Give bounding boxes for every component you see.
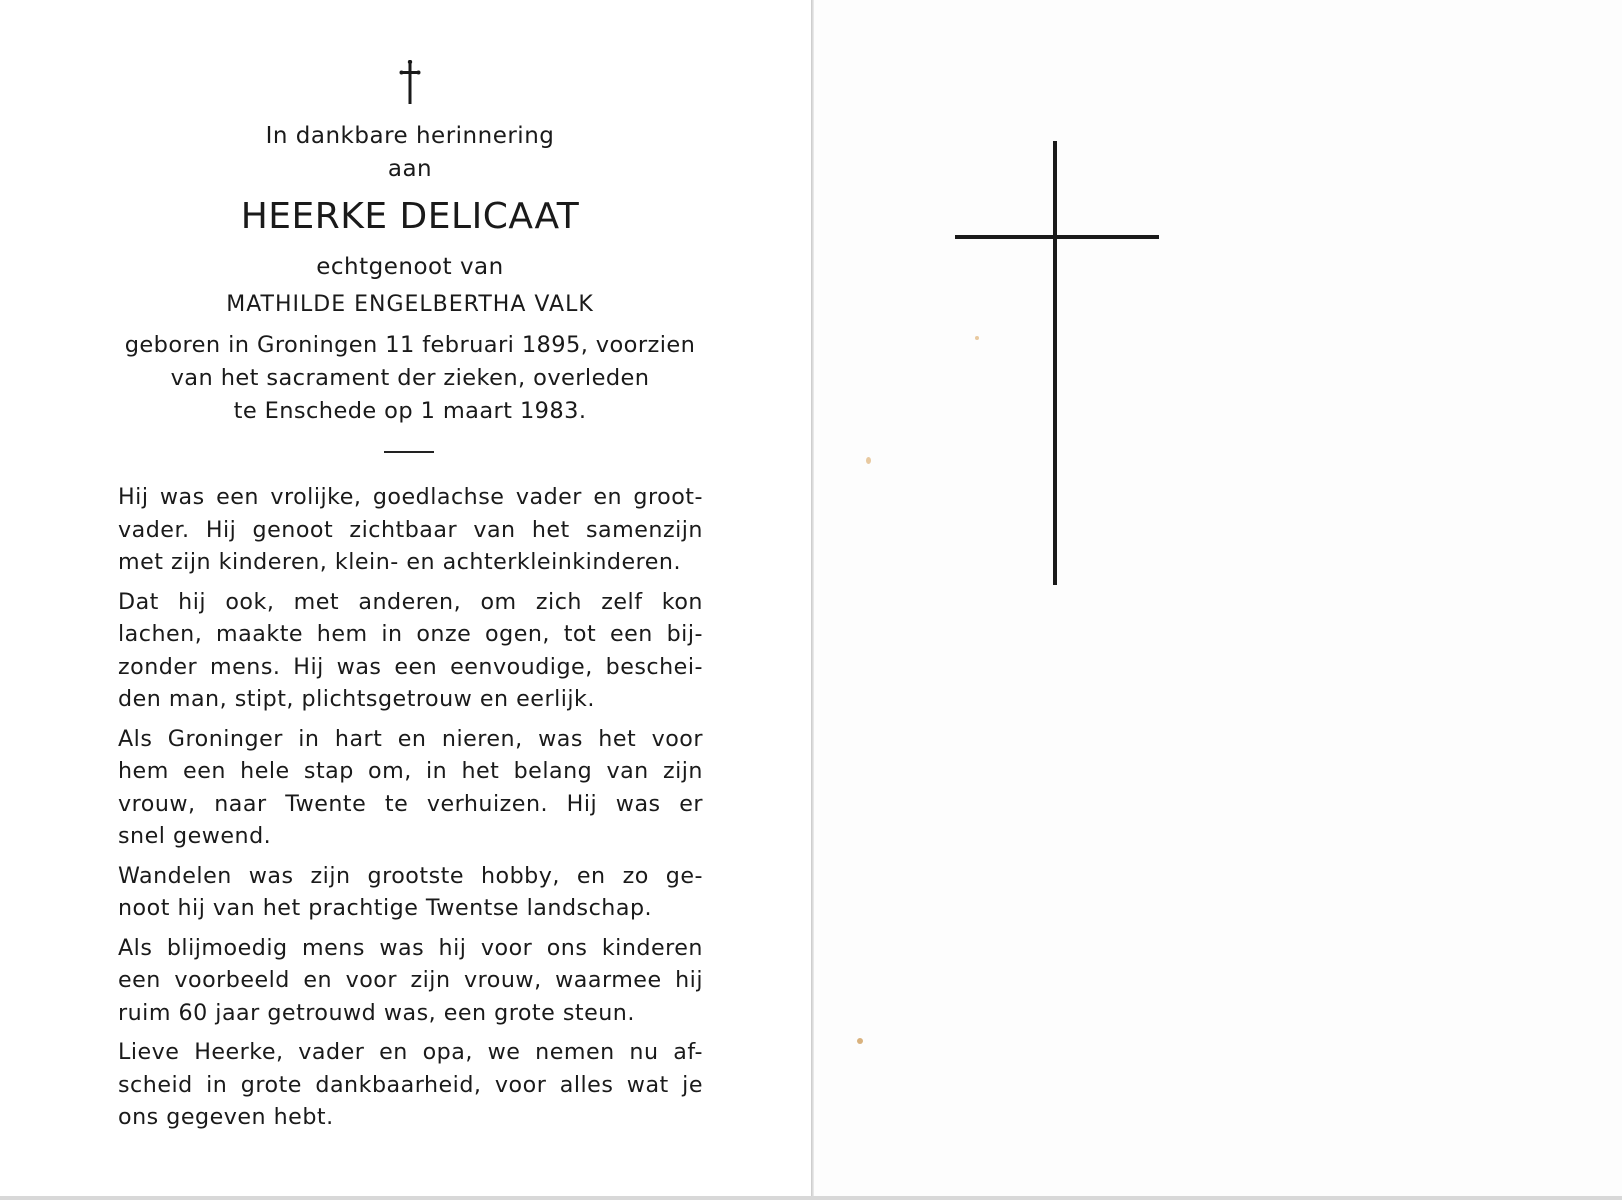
memorial-line: noot hij van het prachtige Twentse landschap.: [118, 895, 653, 921]
memorial-line: zonder mens. Hij was een eenvoudige, beschei-: [118, 653, 703, 680]
life-details: [110, 329, 710, 428]
memorial-line: ons gegeven hebt.: [118, 1104, 334, 1130]
memorial-text: [118, 481, 703, 1141]
large-latin-cross-icon: [955, 141, 1159, 585]
memorial-line: snel gewend.: [118, 823, 272, 849]
memorial-line: lachen, maakte hem in onze ogen, tot een bij-: [118, 621, 703, 647]
paper-speck: [857, 1038, 863, 1044]
memorial-line: scheid in grote dankbaarheid, voor alles wat je: [118, 1071, 703, 1098]
card-bottom-edge: [0, 1196, 1622, 1200]
dedication-line-2: aan: [387, 156, 433, 182]
memorial-line: Hij was een vrolijke, goedlachse vader en groot-: [118, 484, 703, 510]
memorial-paragraph: [118, 481, 703, 579]
memorial-paragraph: [118, 932, 703, 1030]
memorial-line: hem een hele stap om, in het belang van zijn: [118, 758, 703, 784]
memorial-line: Wandelen was zijn grootste hobby, en zo ge-: [118, 862, 703, 889]
life-details-line: van het sacrament der zieken, overleden: [170, 365, 650, 391]
deceased-name: HEERKE DELICAAT: [240, 196, 580, 237]
memorial-line: Als blijmoedig mens was hij voor ons kinderen: [118, 934, 703, 961]
memorial-line: met zijn kinderen, klein- en achterkleinkinderen.: [118, 549, 682, 575]
memorial-line: den man, stipt, plichtsgetrouw en eerlijk.: [118, 686, 595, 712]
small-latin-cross-icon: [398, 60, 422, 104]
life-details-line: geboren in Groningen 11 februari 1895, voorzien: [124, 332, 696, 358]
spouse-name: MATHILDE ENGELBERTHA VALK: [226, 292, 594, 317]
memorial-paragraph: [118, 860, 703, 925]
memorial-line: vader. Hij genoot zichtbaar van het samenzijn: [118, 516, 703, 543]
memorial-paragraph: [118, 586, 703, 716]
memorial-line: Als Groninger in hart en nieren, was het voor: [118, 725, 703, 752]
memorial-line: Lieve Heerke, vader en opa, we nemen nu af-: [118, 1039, 703, 1065]
dedication-line-1: In dankbare herinnering: [265, 123, 555, 149]
spouse-intro: echtgenoot van: [316, 254, 504, 280]
memorial-line: Dat hij ook, met anderen, om zich zelf kon: [118, 588, 703, 615]
section-divider: [384, 451, 434, 453]
memorial-line: ruim 60 jaar getrouwd was, een grote steun.: [118, 999, 635, 1026]
right-card-page: [814, 0, 1622, 1196]
memorial-paragraph: [118, 1036, 703, 1134]
paper-speck: [866, 457, 871, 464]
memorial-line: een voorbeeld en voor zijn vrouw, waarmee hij: [118, 967, 703, 993]
left-card-page: [0, 0, 810, 1196]
dedication-text: [110, 120, 710, 186]
life-details-line: te Enschede op 1 maart 1983.: [233, 398, 587, 424]
memorial-paragraph: [118, 723, 703, 853]
memorial-line: vrouw, naar Twente te verhuizen. Hij was er: [118, 790, 703, 817]
